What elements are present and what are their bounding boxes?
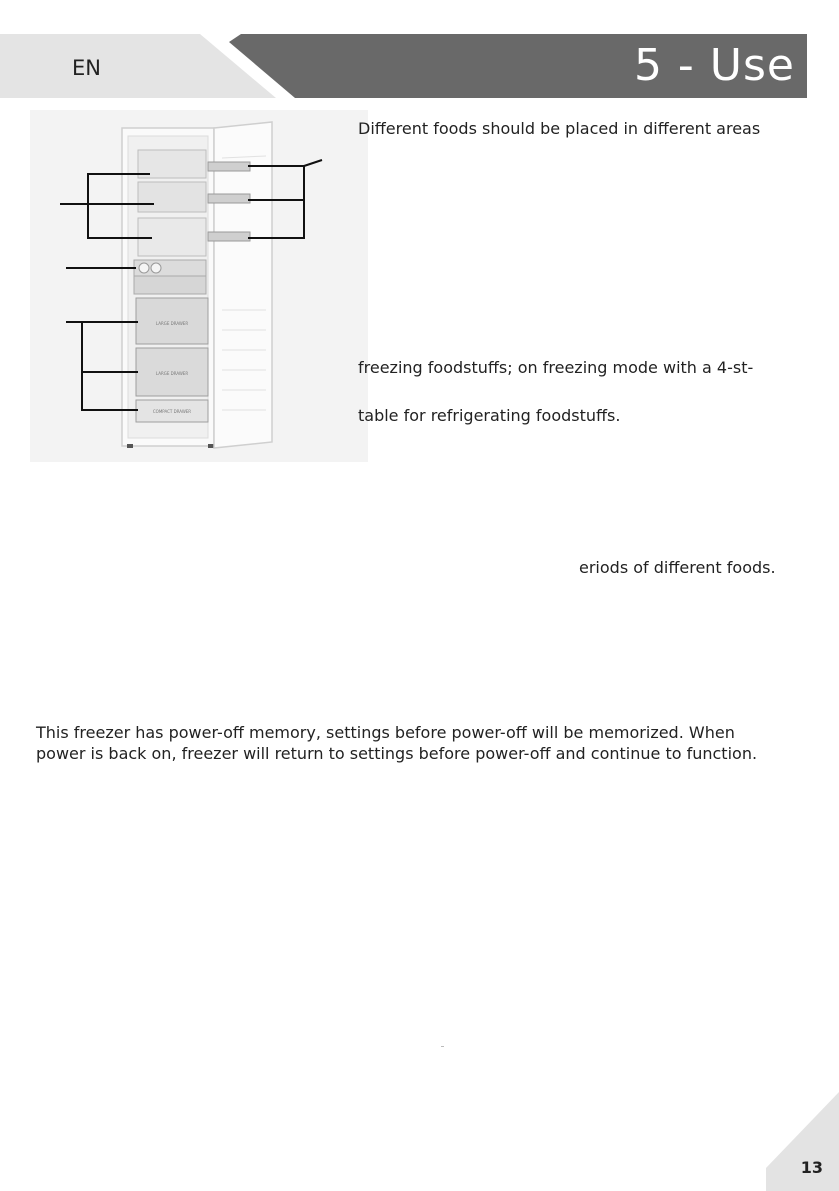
paragraph-line-1: This freezer has power-off memory, settings before power-off will be memorized. When: [36, 723, 735, 742]
text-storage-periods: eriods of different foods.: [579, 558, 776, 577]
ice-tray-circle: [139, 263, 149, 273]
cabinet-foot: [208, 444, 214, 448]
drawer-label-1: LARGE DRAWER: [155, 321, 189, 326]
freezer-diagram: [30, 110, 368, 462]
ice-bin: [134, 276, 206, 294]
page-number: 13: [800, 1158, 823, 1177]
power-off-memory-paragraph: [36, 722, 811, 764]
door-balcony-1: [208, 162, 250, 171]
text-refrigerating: table for refrigerating foodstuffs.: [358, 406, 621, 425]
text-different-areas: Different foods should be placed in different areas: [358, 119, 761, 138]
ice-tray-circle: [151, 263, 161, 273]
cabinet-foot: [127, 444, 133, 448]
paragraph-line-2: power is back on, freezer will return to settings before power-off and continue to function.: [36, 744, 758, 763]
flap-drawer-2: [138, 182, 206, 212]
freezer-illustration: [30, 110, 368, 462]
section-title: 5 - Use: [633, 40, 795, 91]
drawer-label-2: LARGE DRAWER: [155, 371, 189, 376]
door-balcony-2: [208, 194, 250, 203]
leader-balcony-out: [304, 160, 322, 166]
text-freezing-mode: freezing foodstuffs; on freezing mode with a 4-st-: [358, 358, 754, 377]
language-label: EN: [72, 56, 101, 80]
door-balcony-3: [208, 232, 250, 241]
stray-mark: [441, 1046, 444, 1047]
drawer-label-3: COMPACT DRAWER: [152, 409, 192, 414]
